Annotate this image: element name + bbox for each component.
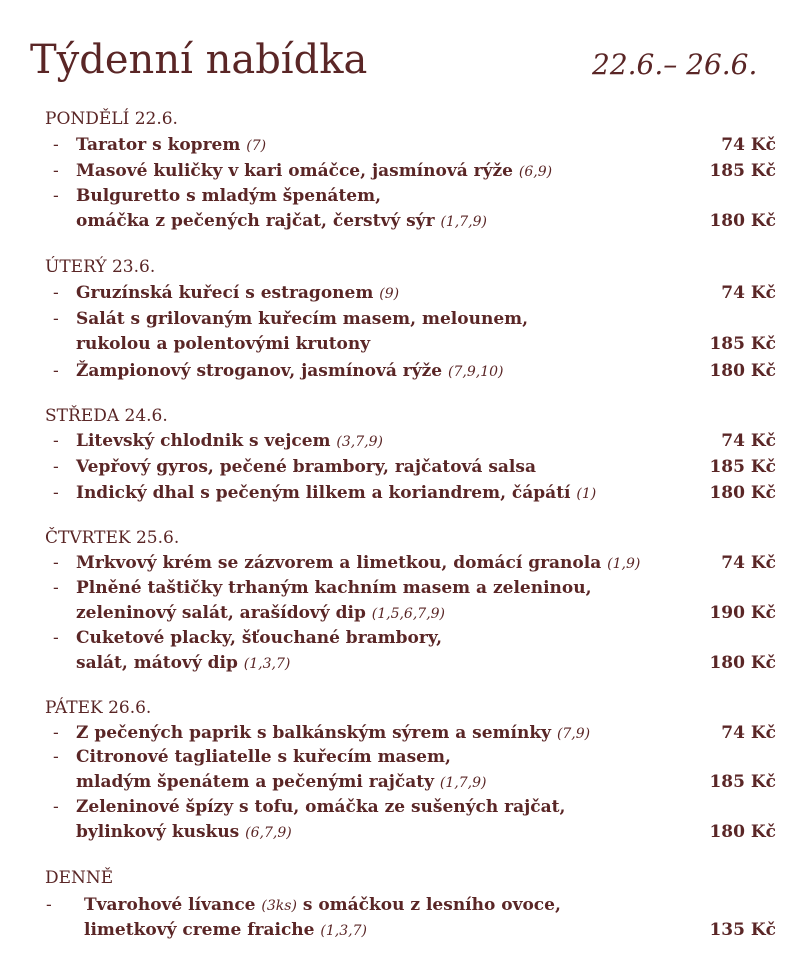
item-price: 74 Kč [721,431,776,451]
item-price: 185 Kč [709,161,776,181]
menu-item [0,794,798,820]
menu-item-continuation [0,208,798,234]
item-allergens: (1,3,7) [320,923,367,939]
item-allergens: (6,9) [518,164,553,180]
item-text: Žampionový stroganov, jasmínová rýže (7,9,10) [76,361,504,381]
item-text: Indický dhal s pečeným lilkem a koriandrem, čápátí (1) [76,483,597,503]
day-heading-friday: PÁTEK 26.6. [45,698,152,718]
item-price: 180 Kč [709,653,776,673]
menu-item-continuation [0,650,798,676]
item-text: limetkový creme fraiche (1,3,7) [84,920,367,940]
menu-item [0,183,798,209]
item-bullet: - [53,309,59,329]
item-allergens: (6,7,9) [245,825,292,841]
item-bullet: - [46,895,52,915]
item-bullet: - [53,431,59,451]
item-allergens: (9) [379,286,400,302]
item-bullet: - [53,283,59,303]
item-text: rukolou a polentovými krutony [76,334,371,354]
menu-item-continuation [0,600,798,626]
item-bullet: - [53,361,59,381]
menu-item [0,720,798,746]
item-price: 74 Kč [721,135,776,155]
item-bullet: - [53,747,59,767]
menu-item [0,132,798,158]
menu-item-continuation [0,917,798,943]
menu-item [0,428,798,454]
item-bullet: - [53,723,59,743]
item-bullet: - [53,135,59,155]
menu-item [0,744,798,770]
item-price: 190 Kč [709,603,776,623]
item-text: Zeleninové špízy s tofu, omáčka ze sušených rajčat, [76,797,566,817]
item-price: 185 Kč [709,772,776,792]
date-range: 22.6.– 26.6. [592,48,758,81]
item-allergens: (7,9) [556,726,591,742]
page-title: Týdenní nabídka [30,37,368,83]
menu-item [0,480,798,506]
item-bullet: - [53,578,59,598]
item-text: Cuketové placky, šťouchané brambory, [76,628,443,648]
item-bullet: - [53,483,59,503]
item-text: mladým špenátem a pečenými rajčaty (1,7,9) [76,772,487,792]
menu-item [0,892,798,918]
menu-item-continuation [0,769,798,795]
menu-item [0,550,798,576]
item-price: 180 Kč [709,483,776,503]
item-text: Tvarohové lívance (3ks) s omáčkou z lesního ovoce, [84,895,561,915]
item-allergens: (3ks) [261,898,297,914]
item-price: 180 Kč [709,211,776,231]
item-bullet: - [53,628,59,648]
item-price: 185 Kč [709,334,776,354]
item-bullet: - [53,457,59,477]
item-allergens: (1,9) [607,556,641,572]
item-text: Bulguretto s mladým špenátem, [76,186,382,206]
item-allergens: (1,7,9) [440,214,487,230]
menu-item [0,158,798,184]
item-price: 185 Kč [709,457,776,477]
menu-item [0,358,798,384]
item-price: 74 Kč [721,723,776,743]
day-heading-monday: PONDĚLÍ 22.6. [45,109,178,129]
item-allergens: (1,5,6,7,9) [371,606,446,622]
item-allergens: (1) [576,486,597,502]
menu-item-continuation [0,819,798,845]
menu-item [0,454,798,480]
item-bullet: - [53,797,59,817]
item-text: Salát s grilovaným kuřecím masem, melounem, [76,309,529,329]
menu-item [0,625,798,651]
item-bullet: - [53,161,59,181]
item-text: Vepřový gyros, pečené brambory, rajčatová salsa [76,457,536,477]
item-text: Mrkvový krém se zázvorem a limetkou, domácí granola (1,9) [76,553,641,573]
item-price: 180 Kč [709,361,776,381]
item-allergens: (1,7,9) [439,775,487,791]
day-heading-tuesday: ÚTERÝ 23.6. [45,257,156,277]
item-price: 135 Kč [709,920,776,940]
menu-item [0,306,798,332]
item-text: Citronové tagliatelle s kuřecím masem, [76,747,451,767]
item-text: zeleninový salát, arašídový dip (1,5,6,7,9) [76,603,446,623]
item-allergens: (1,3,7) [243,656,291,672]
item-text: Tarator s koprem (7) [76,135,267,155]
item-bullet: - [53,186,59,206]
menu-item-continuation [0,331,798,357]
item-allergens: (3,7,9) [336,434,383,450]
item-text: omáčka z pečených rajčat, čerstvý sýr (1,7,9) [76,211,487,231]
item-allergens: (7,9,10) [448,364,504,380]
item-text: salát, mátový dip (1,3,7) [76,653,291,673]
menu-item [0,575,798,601]
item-text: Masové kuličky v kari omáčce, jasmínová rýže (6,9) [76,161,553,181]
item-bullet: - [53,553,59,573]
item-text: bylinkový kuskus (6,7,9) [76,822,292,842]
day-heading-wednesday: STŘEDA 24.6. [45,406,168,426]
item-text: Gruzínská kuřecí s estragonem (9) [76,283,400,303]
item-text: Litevský chlodnik s vejcem (3,7,9) [76,431,383,451]
item-price: 74 Kč [721,283,776,303]
menu-item [0,280,798,306]
item-text: Plněné taštičky trhaným kachním masem a zeleninou, [76,578,592,598]
item-price: 74 Kč [721,553,776,573]
item-text: Z pečených paprik s balkánským sýrem a semínky (7,9) [76,723,591,743]
day-heading-daily: DENNĚ [45,868,114,888]
item-price: 180 Kč [709,822,776,842]
day-heading-thursday: ČTVRTEK 25.6. [45,528,180,548]
item-allergens: (7) [246,138,267,154]
